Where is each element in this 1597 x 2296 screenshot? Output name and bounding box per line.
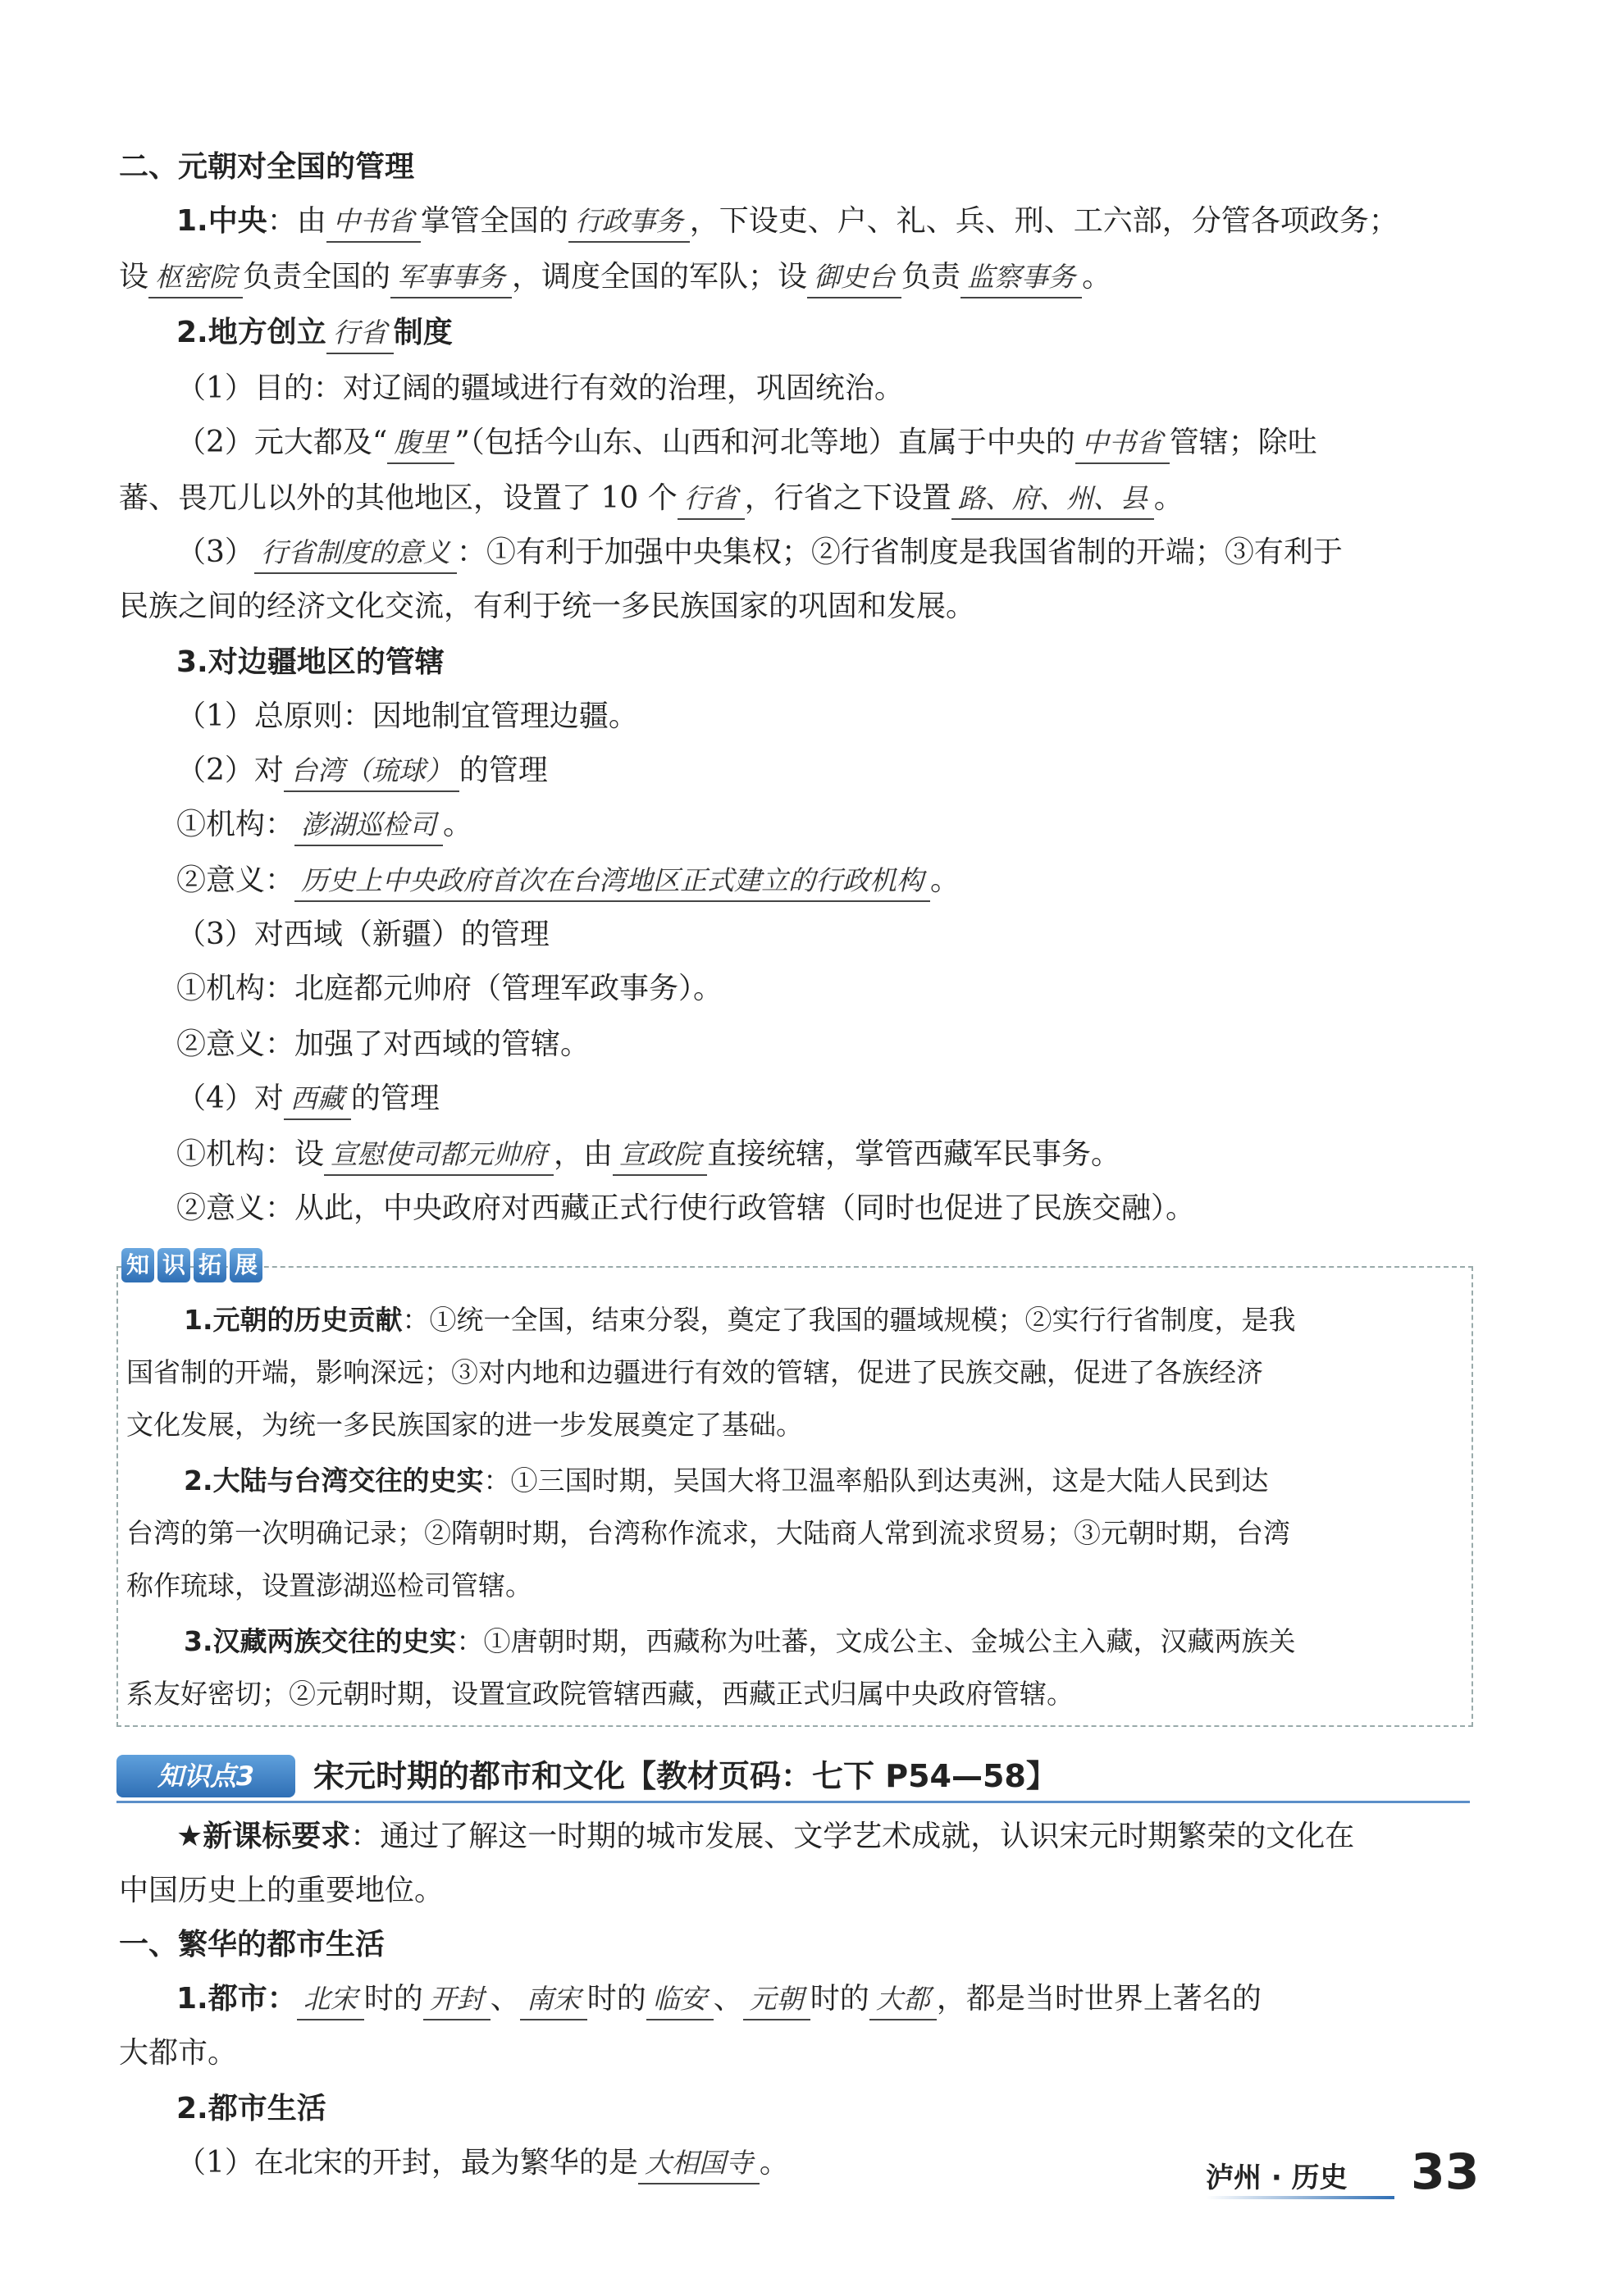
answer-blank: 开封 <box>423 1979 491 2020</box>
answer-blank: 行政事务 <box>568 202 690 243</box>
text-line: 1.元朝的历史贡献：①统一全国，结束分裂，奠定了我国的疆域规模；②实行行省制度，是我 <box>184 1304 1296 1336</box>
text-line: 1.中央：由 中书省 掌管全国的 行政事务 ，下设吏、户、礼、兵、刑、工六部，分管各项政务； <box>176 202 1472 243</box>
page-number: 33 <box>1411 2143 1480 2201</box>
answer-blank: 行省制度的意义 <box>254 533 457 574</box>
text-line: 1.都市： 北宋 时的 开封 、 南宋 时的 临安 、 元朝 时的 大都 ，都是当时世界上著名的 <box>176 1979 1472 2020</box>
section-title: 一、繁华的都市生活 <box>119 1928 386 1961</box>
text-line: （3） 行省制度的意义 ：①有利于加强中央集权；②行省制度是我国省制的开端；③有利于 <box>176 533 1472 574</box>
text-line: （1）在北宋的开封，最为繁华的是 大相国寺 。 <box>176 2143 1472 2184</box>
footer-label: 泸州 · 历史 <box>1206 2162 1348 2194</box>
text-line: （1）目的：对辽阔的疆域进行有效的治理，巩固统治。 <box>176 371 904 405</box>
footer-bar <box>1206 2196 1394 2199</box>
subheading: 2.都市生活 <box>176 2092 326 2125</box>
text-line: 称作琉球，设置澎湖巡检司管辖。 <box>126 1569 532 1601</box>
answer-blank: 大都 <box>869 1979 937 2020</box>
answer-blank: 元朝 <box>743 1979 810 2020</box>
text-line: ②意义：加强了对西域的管辖。 <box>176 1027 591 1061</box>
answer-blank: 台湾（琉球） <box>284 751 459 792</box>
answer-blank: 宣慰使司都元帅府 <box>324 1135 554 1176</box>
answer-blank: 澎湖巡检司 <box>294 805 443 846</box>
text-line: 民族之间的经济文化交流，有利于统一多民族国家的巩固和发展。 <box>119 590 976 623</box>
text-line: （2）对 台湾（琉球） 的管理 <box>176 751 1472 792</box>
text-line: ②意义：从此，中央政府对西藏正式行使行政管辖（同时也促进了民族交融）。 <box>176 1191 1196 1225</box>
text-line: 台湾的第一次明确记录；②隋朝时期，台湾称作流求，大陆商人常到流求贸易；③元朝时期，台湾 <box>126 1517 1290 1549</box>
answer-blank: 临安 <box>646 1979 714 2020</box>
text-line: （2）元大都及“ 腹里 ”（包括今山东、山西和河北等地）直属于中央的 中书省 管辖；除吐 <box>176 423 1472 464</box>
answer-blank: 大相国寺 <box>638 2143 760 2184</box>
page-footer <box>1206 2143 1480 2201</box>
answer-blank: 西藏 <box>284 1079 351 1120</box>
answer-blank: 中书省 <box>326 202 421 243</box>
answer-blank: 御史台 <box>807 257 901 298</box>
text-line: ★新课标要求：通过了解这一时期的城市发展、文学艺术成就，认识宋元时期繁荣的文化在 <box>176 1820 1355 1853</box>
header-underline <box>116 1801 1470 1803</box>
text-line: 中国历史上的重要地位。 <box>119 1874 445 1907</box>
text-line: （3）对西域（新疆）的管理 <box>176 918 550 951</box>
answer-blank: 军事事务 <box>390 257 512 298</box>
text-line: 大都市。 <box>119 2036 238 2070</box>
text-line: 国省制的开端，影响深远；③对内地和边疆进行有效的管辖，促进了民族交融，促进了各族经济 <box>126 1356 1263 1388</box>
answer-blank: 宣政院 <box>613 1135 707 1176</box>
answer-blank: 行省 <box>678 479 745 520</box>
text-line: ②意义： 历史上中央政府首次在台湾地区正式建立的行政机构 。 <box>176 861 1472 902</box>
knowledge-point-badge: 知识点3 <box>116 1755 295 1797</box>
text-line: 文化发展，为统一多民族国家的进一步发展奠定了基础。 <box>126 1409 803 1441</box>
section-title: 二、元朝对全国的管理 <box>119 150 415 184</box>
answer-blank: 腹里 <box>387 423 454 464</box>
knowledge-point-title: 宋元时期的都市和文化【教材页码：七下 P54—58】 <box>313 1758 1057 1794</box>
knowledge-extension-box <box>116 1266 1473 1727</box>
subheading: 3.对边疆地区的管辖 <box>176 645 445 679</box>
answer-blank: 北宋 <box>297 1979 364 2020</box>
knowledge-extension-tag: 知 识 拓 展 <box>121 1248 262 1286</box>
answer-blank: 南宋 <box>520 1979 587 2020</box>
text-line: ①机构：北庭都元帅府（管理军政事务）。 <box>176 972 723 1005</box>
text-line: ①机构：设 宣慰使司都元帅府 ，由 宣政院 直接统辖，掌管西藏军民事务。 <box>176 1135 1472 1176</box>
text-line: 设 枢密院 负责全国的 军事事务 ，调度全国的军队；设 御史台 负责 监察事务 。 <box>119 257 1472 298</box>
answer-blank: 中书省 <box>1075 423 1170 464</box>
answer-blank: 行省 <box>326 313 394 354</box>
text-line: 2.大陆与台湾交往的史实：①三国时期，吴国大将卫温率船队到达夷洲，这是大陆人民到达 <box>184 1465 1269 1496</box>
knowledge-point-header <box>116 1755 1470 1801</box>
text-line: 3.汉藏两族交往的史实：①唐朝时期，西藏称为吐蕃，文成公主、金城公主入藏，汉藏两族关 <box>184 1625 1296 1657</box>
answer-blank: 枢密院 <box>148 257 243 298</box>
text-line: 2.地方创立 行省 制度 <box>176 313 1472 354</box>
answer-blank: 历史上中央政府首次在台湾地区正式建立的行政机构 <box>294 861 930 902</box>
answer-blank: 监察事务 <box>960 257 1082 298</box>
text-line: ①机构： 澎湖巡检司 。 <box>176 805 1472 846</box>
text-line: （4）对 西藏 的管理 <box>176 1079 1472 1120</box>
text-line: 系友好密切；②元朝时期，设置宣政院管辖西藏，西藏正式归属中央政府管辖。 <box>126 1678 1074 1710</box>
text-line: （1）总原则：因地制宜管理边疆。 <box>176 699 638 733</box>
answer-blank: 路、府、州、县 <box>951 479 1154 520</box>
text-line: 蕃、畏兀儿以外的其他地区，设置了 10 个 行省 ，行省之下设置 路、府、州、县 。 <box>119 479 1472 520</box>
